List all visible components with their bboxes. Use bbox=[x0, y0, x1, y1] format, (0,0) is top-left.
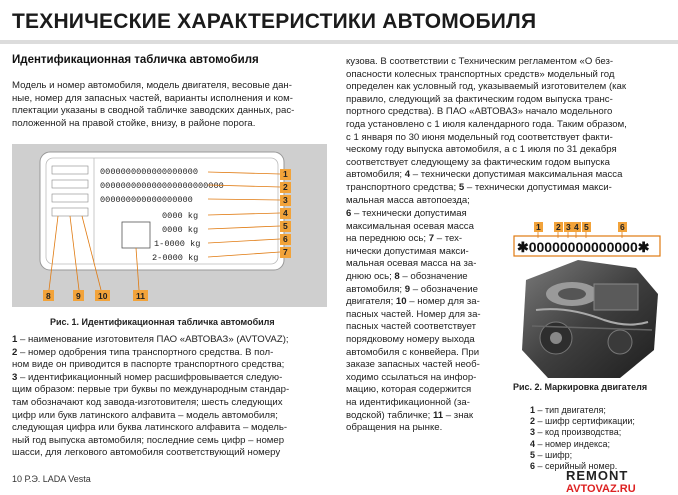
text-line: с 1 января по 30 июня модельный год соответствует факти- bbox=[346, 131, 613, 143]
text-line: там обозначают код завода-изготовителя; шесть следующих bbox=[12, 396, 283, 408]
page-title: ТЕХНИЧЕСКИЕ ХАРАКТЕРИСТИКИ АВТОМОБИЛЯ bbox=[12, 10, 537, 33]
text-line: днюю ось; 8 – обозначение bbox=[346, 270, 468, 282]
plate-field: 0000000000000000000 bbox=[100, 167, 198, 177]
engine-callout-number: 5 bbox=[584, 222, 589, 232]
text-line: 3 – идентификационный номер расшифровывается следую- bbox=[12, 371, 283, 383]
callout-number: 2 bbox=[283, 182, 288, 192]
plate-field: 1-0000 kg bbox=[154, 239, 201, 249]
text-line: положенной на правой стойке, внизу, в районе порога. bbox=[12, 117, 256, 129]
text-line: мальная масса автопоезда; bbox=[346, 194, 470, 206]
legend-item: 1 – тип двигателя; bbox=[530, 405, 606, 415]
callout-number: 9 bbox=[76, 291, 81, 301]
page-footer: 10 Р.Э. LADA Vesta bbox=[12, 474, 91, 484]
section-title: Идентификационная табличка автомобиля bbox=[12, 54, 259, 66]
legend-item: 2 – шифр сертификации; bbox=[530, 416, 635, 427]
plate-field: 0000 kg bbox=[162, 211, 199, 221]
text-line: портного средства). В ПАО «АВТОВАЗ» начало модельного bbox=[346, 106, 613, 118]
left-body-text bbox=[12, 334, 330, 460]
text-line: транспортного средства; 5 – технически допустимая макси- bbox=[346, 181, 612, 193]
text-line: 6 – технически допустимая bbox=[346, 208, 467, 219]
text-line: цифр или букв латинского алфавита – модель автомобиля; bbox=[12, 409, 278, 421]
text-line: на идентификационной (за- bbox=[346, 396, 470, 408]
watermark-line1: REMONT bbox=[566, 468, 629, 483]
middle-top-text bbox=[346, 56, 662, 207]
text-line: ном виде он приводится в паспорте транспортного средства; bbox=[12, 359, 285, 371]
text-line: 2 – номер одобрения типа транспортного средства. В пол- bbox=[12, 346, 274, 358]
text-line: заказе запасных частей необ- bbox=[346, 359, 480, 371]
text-line: года установлено с 1 июля календарного года. Таким образом, bbox=[346, 118, 627, 130]
text-line: мацию, которая содержится bbox=[346, 384, 472, 396]
callout-number: 11 bbox=[136, 291, 145, 301]
identification-plate-svg bbox=[12, 144, 327, 307]
watermark-line2: AVTOVAZ.RU bbox=[566, 483, 636, 495]
text-line: ходимо ссылаться на инфор- bbox=[346, 371, 477, 383]
middle-narrow-text bbox=[346, 208, 498, 435]
text-line: правило, следующий за фактическим годом выпуска транс- bbox=[346, 93, 613, 105]
legend-item: 5 – шифр; bbox=[530, 449, 573, 460]
plate-field: 000000000000000000 bbox=[100, 195, 193, 205]
text-line: опасности колесных транспортных средств» модельный год bbox=[346, 68, 615, 80]
text-line: автомобиля; 9 – обозначение bbox=[346, 283, 478, 295]
callout-number: 10 bbox=[98, 291, 108, 301]
callout-number: 5 bbox=[283, 221, 288, 231]
legend-item: 3 – код производства; bbox=[530, 427, 622, 438]
text-line: ные, номер для запасных частей, варианты исполнения и ком- bbox=[12, 92, 293, 104]
text-line: определен как условный год, указываемый изготовителем (как bbox=[346, 81, 627, 93]
text-line: водской) табличке; 11 – знак bbox=[346, 409, 474, 421]
plate-field: 0000 kg bbox=[162, 225, 199, 235]
left-intro-text bbox=[12, 80, 330, 130]
callout-number: 7 bbox=[283, 247, 288, 257]
text-line: двигателя; 10 – номер для за- bbox=[346, 296, 480, 308]
figure-1-caption: Рис. 1. Идентификационная табличка автомобиля bbox=[50, 317, 275, 327]
engine-legend bbox=[530, 405, 635, 472]
text-line: пасных частей соответствует bbox=[346, 321, 476, 333]
text-line: кузова. В соответствии с Техническим регламентом «О без- bbox=[346, 56, 614, 67]
text-line: обращения на рынке. bbox=[346, 422, 443, 434]
callout-number: 6 bbox=[283, 234, 288, 244]
engine-callout-number: 4 bbox=[574, 222, 579, 232]
text-line: порядковому номеру выхода bbox=[346, 333, 475, 345]
engine-marking-figure bbox=[508, 210, 668, 390]
callout-number: 4 bbox=[283, 208, 288, 218]
text-line: щим образом: первые три буквы по международным стандар- bbox=[12, 384, 290, 396]
identification-plate-figure bbox=[12, 144, 327, 307]
engine-callout-number: 2 bbox=[556, 222, 561, 232]
title-rule bbox=[0, 40, 678, 44]
plate-field: 000000000000000000000000 bbox=[100, 181, 224, 191]
figure-2-caption: Рис. 2. Маркировка двигателя bbox=[513, 382, 648, 392]
watermark bbox=[566, 468, 636, 495]
engine-marking: ✱00000000000000✱ bbox=[517, 239, 650, 255]
callout-number: 8 bbox=[46, 291, 51, 301]
text-line: 1 – наименование изготовителя ПАО «АВТОВАЗ» (AVTOVAZ); bbox=[12, 334, 289, 345]
text-line: автомобиля с конвейера. При bbox=[346, 346, 480, 358]
engine-callout-number: 3 bbox=[566, 222, 571, 232]
callout-number: 3 bbox=[283, 195, 288, 205]
engine-callout-number: 1 bbox=[536, 222, 541, 232]
engine-photo bbox=[522, 260, 658, 378]
text-line: мальная осевая масса на за- bbox=[346, 258, 477, 270]
text-line: плектации указаны в сводной табличке заводских данных, рас- bbox=[12, 105, 295, 117]
text-line: нически допустимая макси- bbox=[346, 245, 469, 257]
text-line: пасных частей. Номер для за- bbox=[346, 308, 481, 320]
text-line: на переднюю ось; 7 – тех- bbox=[346, 233, 463, 245]
text-line: Модель и номер автомобиля, модель двигателя, весовые дан- bbox=[12, 80, 292, 91]
text-line: ный год выпуска автомобиля; последние семь цифр – номер bbox=[12, 434, 285, 446]
text-line: максимальная осевая масса bbox=[346, 220, 474, 232]
text-line: автомобиля; 4 – технически допустимая максимальная масса bbox=[346, 169, 623, 181]
text-line: шасси, для легкового автомобиля соответствующий номеру bbox=[12, 447, 281, 459]
engine-callout-number: 6 bbox=[620, 222, 625, 232]
legend-item: 6 – серийный номер. bbox=[530, 461, 618, 472]
text-line: следующая цифра или буква латинского алфавита – модель- bbox=[12, 422, 288, 434]
callout-number: 1 bbox=[283, 169, 288, 179]
legend-item: 4 – номер индекса; bbox=[530, 438, 610, 449]
text-line: ческому году выпуска автомобиля, а с 1 июля по 31 декабря bbox=[346, 144, 617, 156]
plate-field: 2-0000 kg bbox=[152, 253, 199, 263]
text-line: соответствует следующему за фактическим годом выпуска bbox=[346, 156, 610, 168]
